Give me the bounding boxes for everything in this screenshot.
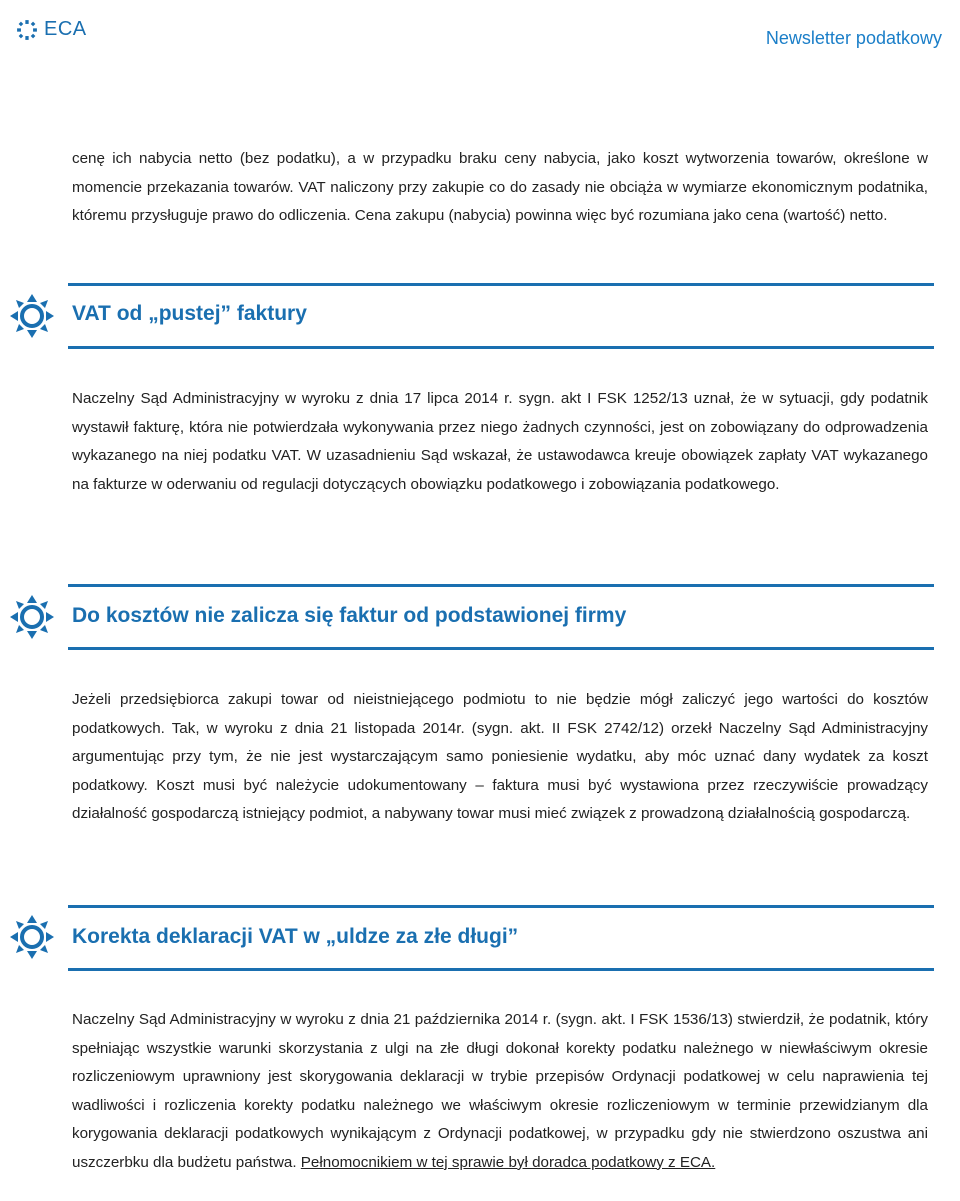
newsletter-title: Newsletter podatkowy xyxy=(765,28,942,48)
section-3-title: Korekta deklaracji VAT w „uldze za złe długi” xyxy=(72,925,519,948)
eca-star-icon xyxy=(9,293,55,339)
section-3-bottom-rule xyxy=(68,968,934,971)
eca-star-icon xyxy=(16,19,38,41)
eca-star-icon xyxy=(9,914,55,960)
section-2-top-rule xyxy=(68,584,934,587)
section-3-body-text: Naczelny Sąd Administracyjny w wyroku z dnia 21 października 2014 r. (sygn. akt. I FSK 1536/13) stwierdził, że podatnik, który spełniając wszystkie warunki skorzystania z ulgi na złe długi dokonał korekty podatku należnego w niewłaściwym okresie rozliczeniowym uprawniony jest skorygowania deklaracji w trybie przepisów Ordynacji podatkowej w celu naprawienia tej wadliwości i rozliczenia korekty podatku należnego we właściwym okresie rozliczeniowym w terminie przewidzianym dla korygowania deklaracji podatkowych wynikającym z Ordynacji podatkowej, w przypadku gdy nie stwierdzono oszustwa ani uszczerbku dla budżetu państwa. xyxy=(72,1011,928,1171)
intro-paragraph: cenę ich nabycia netto (bez podatku), a w przypadku braku ceny nabycia, jako koszt wytworzenia towarów, określone w momencie przekazania towarów. VAT naliczony przy zakupie co do zasady nie obciąża w wymiarze ekonomicznym podatnika, któremu przysługuje prawo do odliczenia. Cena zakupu (nabycia) powinna więc być rozumiana jako cena (wartość) netto. xyxy=(72,150,928,224)
section-1-bottom-rule xyxy=(68,346,934,349)
section-1-top-rule xyxy=(68,283,934,286)
section-3-top-rule xyxy=(68,905,934,908)
section-2-body: Jeżeli przedsiębiorca zakupi towar od nieistniejącego podmiotu to nie będzie mógł zaliczyć jego wartości do kosztów podatkowych. Tak, w wyroku z dnia 21 listopada 2014r. (sygn. akt. II FSK 2742/12) orzekł Naczelny Sąd Administracyjny argumentując przy tym, że nie jest wystarczającym samo poniesienie wydatku, aby móc uznać dany wydatek za koszt podatkowy. Koszt musi być należycie udokumentowany – faktura musi być wystawiona przez rzeczywiście prowadzący działalność gospodarczą istniejący podmiot, a nabywany towar musi mieć związek z prowadzoną działalnością gospodarczą. xyxy=(72,691,928,822)
section-1-body: Naczelny Sąd Administracyjny w wyroku z dnia 17 lipca 2014 r. sygn. akt I FSK 1252/13 uznał, że w sytuacji, gdy podatnik wystawił fakturę, która nie potwierdzała wykonywania przez niego żadnych czynności, jest on zobowiązany do odprowadzenia wykazanego na niej podatku VAT. W uzasadnieniu Sąd wskazał, że ustawodawca kreuje obowiązek zapłaty VAT wykazanego na fakturze w oderwaniu od regulacji dotyczących obowiązku podatkowego i zobowiązania podatkowego. xyxy=(72,390,928,493)
section-2-title: Do kosztów nie zalicza się faktur od podstawionej firmy xyxy=(72,604,627,627)
section-3-body xyxy=(72,1006,928,1177)
section-3-underlined-note: Pełnomocnikiem w tej sprawie był doradca podatkowy z ECA. xyxy=(300,1153,716,1171)
section-2-bottom-rule xyxy=(68,647,934,650)
eca-star-icon xyxy=(9,594,55,640)
logo-text: ECA xyxy=(44,18,87,40)
section-1-title: VAT od „pustej” faktury xyxy=(72,302,307,325)
eca-logo[interactable] xyxy=(16,18,87,41)
